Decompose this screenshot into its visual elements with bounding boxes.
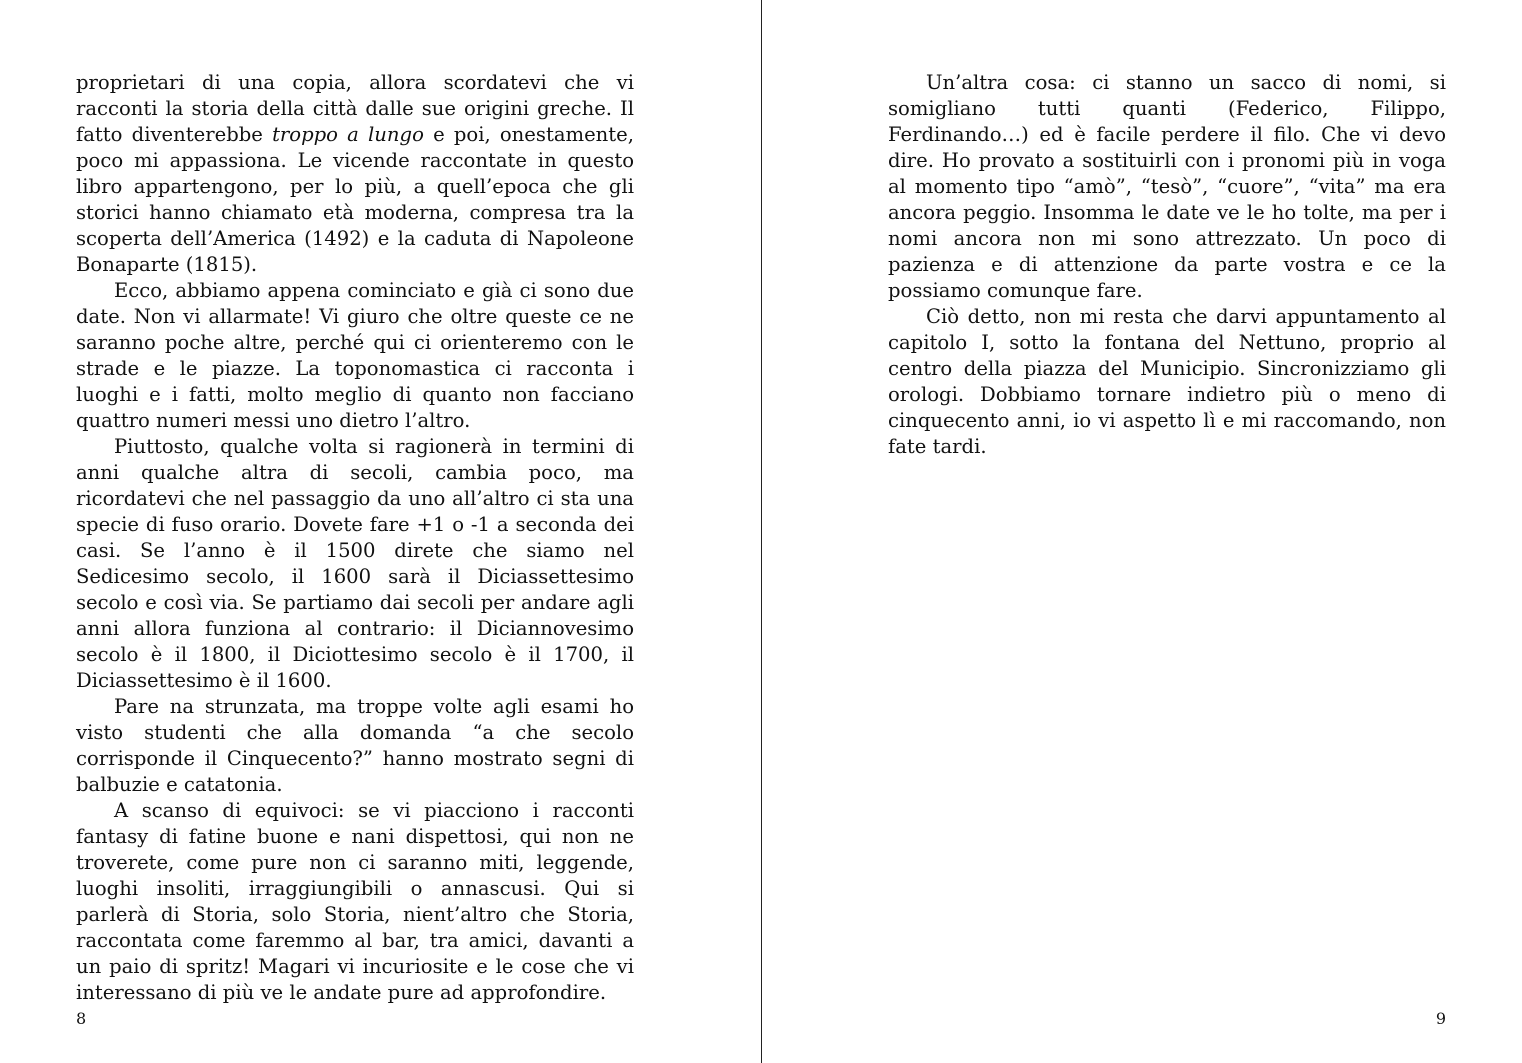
right-page xyxy=(888,70,1446,460)
page-number-right: 9 xyxy=(1435,1009,1446,1028)
page-number-left: 8 xyxy=(76,1009,87,1028)
paragraph: Pare na strunzata, ma troppe volte agli esami ho visto studenti che alla domanda “a che secolo corrisponde il Cinquecento?” hanno mostrato segni di balbuzie e catatonia. xyxy=(76,695,634,796)
paragraph-text: proprietari di una copia, allora scordatevi che vi racconti la storia della città dalle sue origini greche. Il fatto diventerebbe xyxy=(76,71,634,146)
paragraph: Ciò detto, non mi resta che darvi appuntamento al capitolo I, sotto la fontana del Nettuno, proprio al centro della piazza del Municipio. Sincronizziamo gli orologi. Dobbiamo tornare indietro più o meno di cinquecento anni, io vi aspetto lì e mi raccomando, non fate tardi. xyxy=(888,305,1446,458)
paragraph: Ecco, abbiamo appena cominciato e già ci sono due date. Non vi allarmate! Vi giuro che oltre queste ce ne saranno poche altre, perché qui ci orienteremo con le strade e le piazze. La toponomastica ci racconta i luoghi e i fatti, molto meglio di quanto non facciano quattro numeri messi uno dietro l’altro. xyxy=(76,279,634,432)
paragraph-text: e poi, onestamente, poco mi appassiona. Le vicende raccontate in questo libro appartengono, per lo più, a quell’epoca che gli storici hanno chiamato età moderna, compresa tra la scoperta dell’America (1492) e la caduta di Napoleone Bonaparte (1815). xyxy=(76,123,634,276)
paragraph: Piuttosto, qualche volta si ragionerà in termini di anni qualche altra di secoli, cambia poco, ma ricordatevi che nel passaggio da uno all’altro ci sta una specie di fuso orario. Dovete fare +1 o -1 a seconda dei casi. Se l’anno è il 1500 direte che siamo nel Sedicesimo secolo, il 1600 sarà il Diciassettesimo secolo e così via. Se partiamo dai secoli per andare agli anni allora funziona al contrario: il Diciannovesimo secolo è il 1800, il Diciottesimo secolo è il 1700, il Diciassettesimo è il 1600. xyxy=(76,435,634,692)
left-page xyxy=(76,70,634,1006)
paragraph: A scanso di equivoci: se vi piacciono i racconti fantasy di fatine buone e nani dispettosi, qui non ne troverete, come pure non ci saranno miti, leggende, luoghi insoliti, irraggiungibili o annascusi. Qui si parlerà di Storia, solo Storia, nient’altro che Storia, raccontata come faremmo al bar, tra amici, davanti a un paio di spritz! Magari vi incuriosite e le cose che vi interessano di più ve le andate pure ad approfondire. xyxy=(76,799,634,1004)
paragraph: Un’altra cosa: ci stanno un sacco di nomi, si somigliano tutti quanti (Federico, Filippo, Ferdinando…) ed è facile perdere il filo. Che vi devo dire. Ho provato a sostituirli con i pronomi più in voga al momento tipo “amò”, “tesò”, “cuore”, “vita” ma era ancora peggio. Insomma le date ve le ho tolte, ma per i nomi ancora non mi sono attrezzato. Un poco di pazienza e di attenzione da parte vostra e ce la possiamo comunque fare. xyxy=(888,71,1446,302)
paragraph xyxy=(76,70,634,278)
gutter-divider xyxy=(761,0,762,1063)
italic-phrase: troppo a lungo xyxy=(272,123,424,146)
